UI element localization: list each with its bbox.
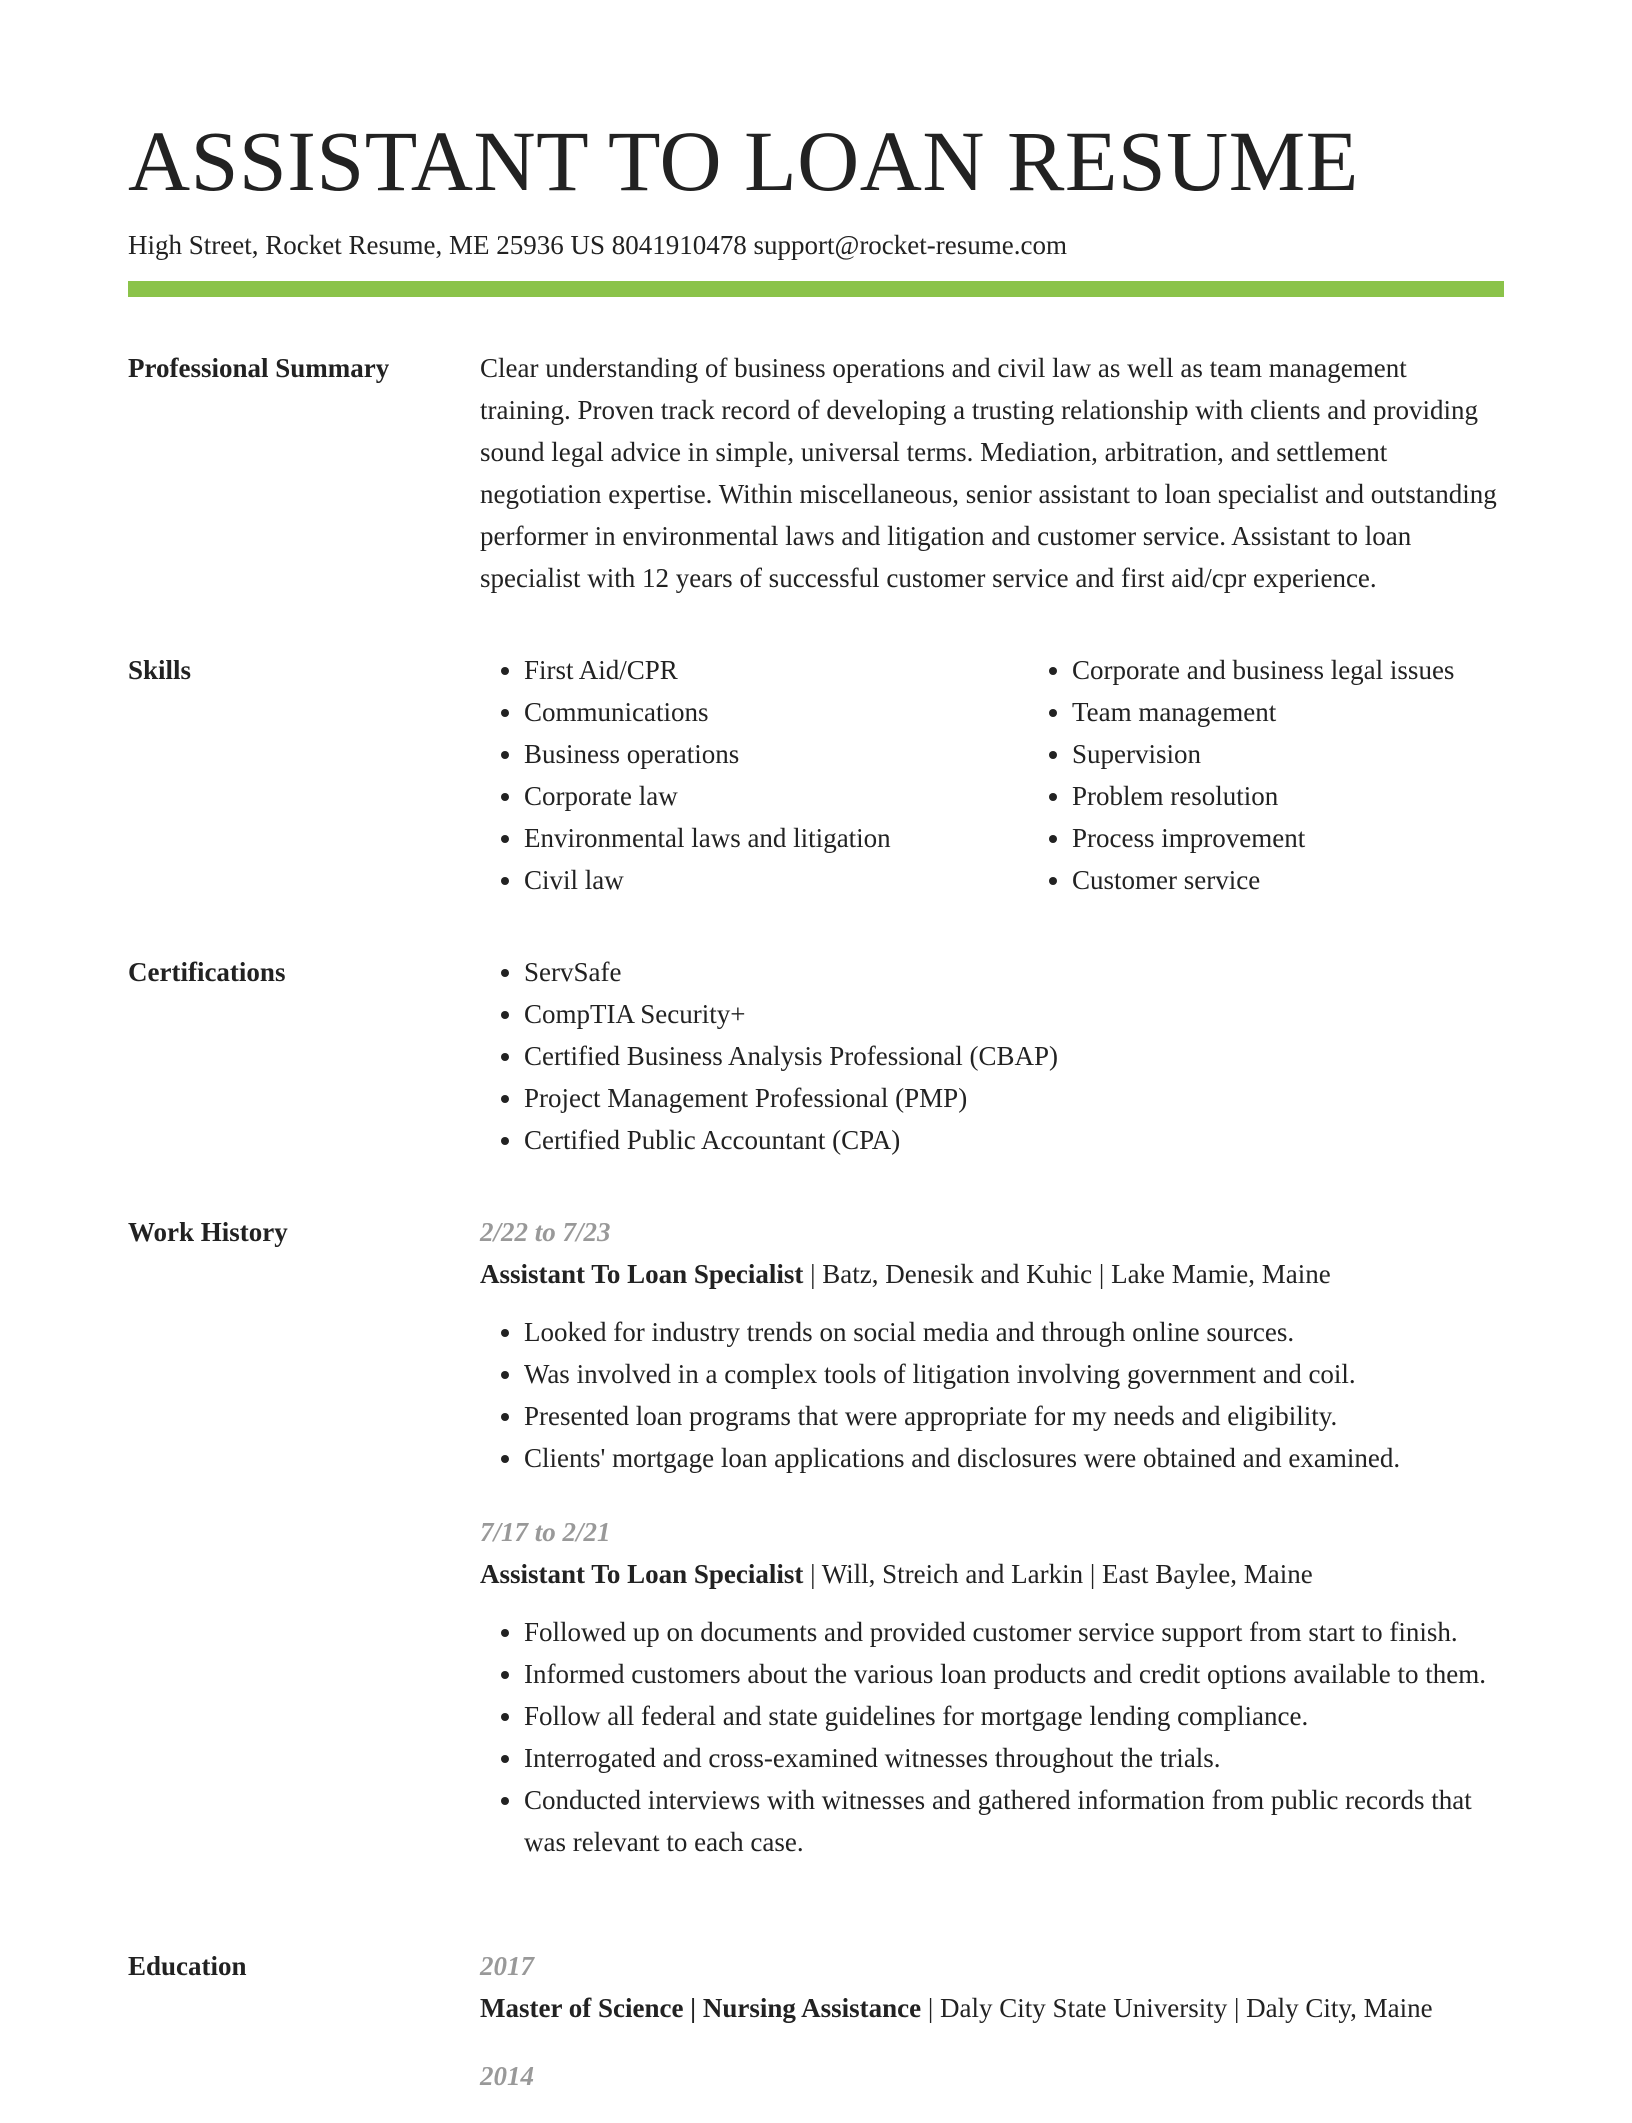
education-entry [480, 2055, 1504, 2097]
contact-line: High Street, Rocket Resume, ME 25936 US 8041910478 support@rocket-resume.com [128, 230, 1067, 260]
section-label-certifications: Certifications [128, 957, 286, 988]
job-details: | Will, Streich and Larkin | East Baylee, Maine [803, 1559, 1313, 1590]
job-heading [480, 1253, 1504, 1295]
resume-title: ASSISTANT TO LOAN RESUME [128, 113, 1359, 209]
list-item: • ServSafe [524, 951, 1504, 993]
list-item: • Conducted interviews with witnesses and gathered information from public records that was relevant to each case. [524, 1779, 1504, 1863]
list-item: • Communications [524, 691, 1028, 733]
list-item: • First Aid/CPR [524, 649, 1028, 691]
section-label-work-history: Work History [128, 1217, 288, 1248]
list-item: • Supervision [1072, 733, 1454, 775]
certifications-list [480, 951, 1504, 1161]
list-item: • Process improvement [1072, 817, 1454, 859]
job-details: | Batz, Denesik and Kuhic | Lake Mamie, Maine [803, 1259, 1331, 1290]
work-history-section [128, 1211, 1504, 1895]
education-degree: Master of Science | Nursing Assistance [480, 1993, 922, 2024]
list-item: • Team management [1072, 691, 1454, 733]
list-item: • Corporate and business legal issues [1072, 649, 1454, 691]
list-item: • Customer service [1072, 859, 1454, 901]
certifications-section [128, 951, 1504, 1161]
list-item: • Follow all federal and state guidelines for mortgage lending compliance. [524, 1695, 1504, 1737]
skills-section [128, 649, 1504, 901]
section-label-skills: Skills [128, 655, 192, 686]
education-heading [480, 1987, 1504, 2029]
section-label-education: Education [128, 1951, 247, 1982]
list-item: • Interrogated and cross-examined witnesses throughout the trials. [524, 1737, 1504, 1779]
job-title: Assistant To Loan Specialist [480, 1559, 804, 1590]
list-item: • Clients' mortgage loan applications and disclosures were obtained and examined. [524, 1437, 1504, 1479]
list-item: • Corporate law [524, 775, 1028, 817]
list-item: • Project Management Professional (PMP) [524, 1077, 1504, 1119]
skills-list-left [480, 649, 1028, 901]
job-bullets [480, 1611, 1504, 1863]
list-item: • CompTIA Security+ [524, 993, 1504, 1035]
list-item: • Looked for industry trends on social media and through online sources. [524, 1311, 1504, 1353]
list-item: • Was involved in a complex tools of litigation involving government and coil. [524, 1353, 1504, 1395]
education-details: | Daly City State University | Daly City, Maine [921, 1993, 1433, 2024]
job-heading [480, 1553, 1504, 1595]
job-entry [480, 1211, 1504, 1479]
education-year: 2017 [480, 1951, 534, 1982]
summary-text: Clear understanding of business operations and civil law as well as team management training. Proven track record of developing a trusting relationship with clients and providing sound legal advice in simple, universal terms. Mediation, arbitration, and settlement negotiation expertise. Within miscellaneous, senior assistant to loan specialist and outstanding performer in environmental laws and litigation and customer service. Assistant to loan specialist with 12 years of successful customer service and first aid/cpr experience. [480, 353, 1497, 594]
skills-list-right [1028, 649, 1454, 901]
job-title: Assistant To Loan Specialist [480, 1259, 804, 1290]
resume-page [128, 113, 1504, 2123]
accent-divider [128, 281, 1504, 297]
education-year: 2014 [480, 2061, 534, 2092]
list-item: • Environmental laws and litigation [524, 817, 1028, 859]
job-entry [480, 1511, 1504, 1863]
education-entry [480, 1945, 1504, 2029]
summary-section [128, 347, 1504, 599]
list-item: • Followed up on documents and provided customer service support from start to finish. [524, 1611, 1504, 1653]
list-item: • Business operations [524, 733, 1028, 775]
section-label-summary: Professional Summary [128, 353, 390, 384]
list-item: • Informed customers about the various loan products and credit options available to them. [524, 1653, 1504, 1695]
list-item: • Civil law [524, 859, 1028, 901]
list-item: • Certified Public Accountant (CPA) [524, 1119, 1504, 1161]
list-item: • Problem resolution [1072, 775, 1454, 817]
job-dates: 7/17 to 2/21 [480, 1517, 611, 1548]
list-item: • Presented loan programs that were appropriate for my needs and eligibility. [524, 1395, 1504, 1437]
education-section [128, 1945, 1504, 2123]
list-item: • Certified Business Analysis Professional (CBAP) [524, 1035, 1504, 1077]
job-dates: 2/22 to 7/23 [480, 1217, 611, 1248]
job-bullets [480, 1311, 1504, 1479]
